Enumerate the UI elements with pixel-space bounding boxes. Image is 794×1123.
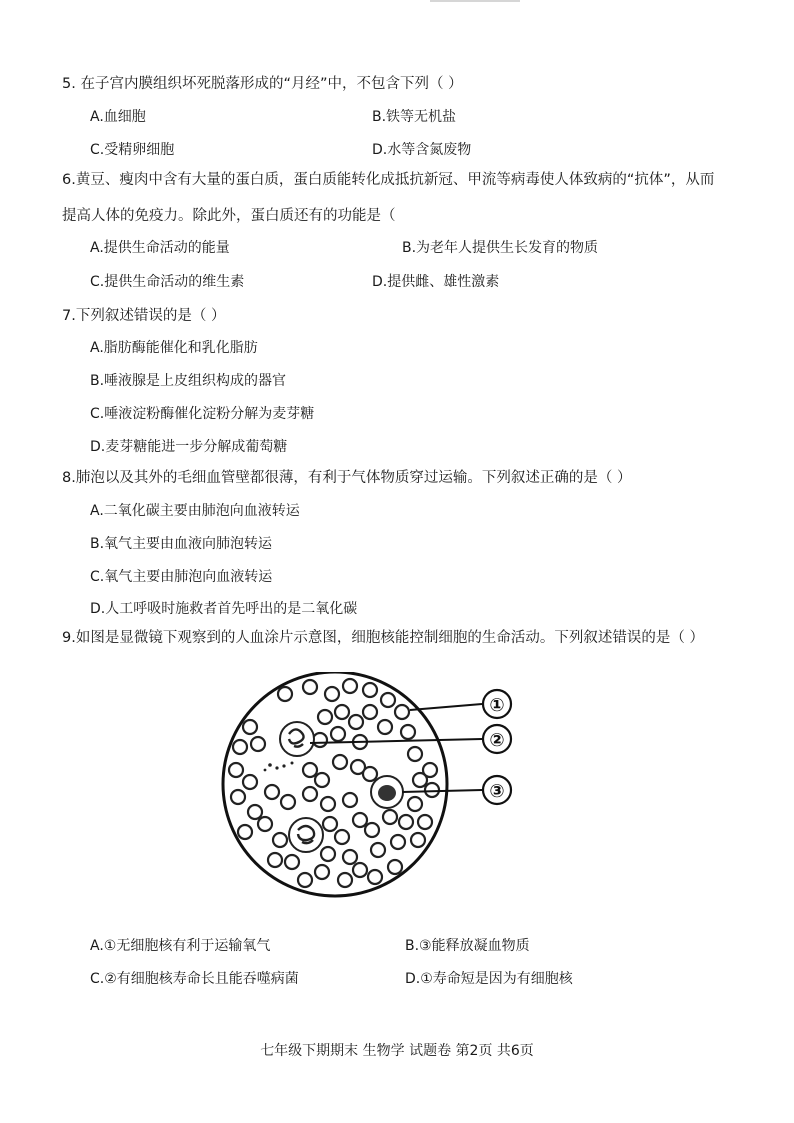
white-blood-cell-top <box>280 722 314 756</box>
red-blood-cell <box>349 715 363 729</box>
label-1-text: ① <box>489 695 505 716</box>
red-blood-cell <box>303 680 317 694</box>
red-blood-cell <box>399 815 413 829</box>
red-blood-cell <box>363 767 377 781</box>
red-blood-cell <box>229 763 243 777</box>
red-blood-cell <box>418 815 432 829</box>
red-blood-cell <box>371 843 385 857</box>
red-blood-cell <box>391 835 405 849</box>
question-5-stem: 5. 在子宫内膜组织坏死脱落形成的“月经”中，不包含下列（ ） <box>62 76 463 92</box>
question-5-option-b: B.铁等无机盐 <box>372 109 457 125</box>
red-blood-cell <box>338 873 352 887</box>
label-3 <box>483 776 511 804</box>
red-blood-cell <box>333 755 347 769</box>
red-blood-cell <box>298 873 312 887</box>
red-blood-cell <box>343 679 357 693</box>
red-blood-cell <box>243 775 257 789</box>
question-7-option-b: B.唾液腺是上皮组织构成的器官 <box>90 373 287 389</box>
red-blood-cell <box>281 795 295 809</box>
red-blood-cell <box>388 860 402 874</box>
red-blood-cell <box>363 705 377 719</box>
red-blood-cell <box>401 725 415 739</box>
question-7-option-c: C.唾液淀粉酶催化淀粉分解为麦芽糖 <box>90 406 315 422</box>
red-blood-cell <box>335 705 349 719</box>
red-blood-cell <box>363 683 377 697</box>
red-blood-cell <box>343 850 357 864</box>
question-8-option-d: D.人工呼吸时施救者首先呼出的是二氧化碳 <box>90 601 358 617</box>
question-6-stem-line2: 提高人体的免疫力。除此外，蛋白质还有的功能是（ <box>62 208 396 224</box>
question-7-stem: 7.下列叙述错误的是（ ） <box>62 308 226 324</box>
red-blood-cell <box>323 817 337 831</box>
question-5-option-a: A.血细胞 <box>90 109 146 125</box>
red-blood-cell <box>278 687 292 701</box>
question-5-option-d: D.水等含氮废物 <box>372 142 472 158</box>
label-1 <box>483 690 511 718</box>
red-blood-cell <box>368 870 382 884</box>
red-blood-cell <box>258 817 272 831</box>
red-blood-cell <box>413 773 427 787</box>
red-blood-cell <box>315 773 329 787</box>
red-blood-cell <box>331 727 345 741</box>
red-blood-cell <box>233 740 247 754</box>
page-footer: 七年级下期期末 生物学 试题卷 第2页 共6页 <box>260 1043 534 1059</box>
question-9-option-a: A.①无细胞核有利于运输氧气 <box>90 938 271 954</box>
red-blood-cell <box>353 813 367 827</box>
question-5-option-c: C.受精卵细胞 <box>90 142 175 158</box>
question-6-option-b: B.为老年人提供生长发育的物质 <box>402 240 599 256</box>
red-blood-cell <box>303 787 317 801</box>
red-blood-cell <box>353 863 367 877</box>
question-8-stem: 8.肺泡以及其外的毛细血管壁都很薄，有利于气体物质穿过运输。下列叙述正确的是（ ） <box>62 470 632 486</box>
blood-smear-diagram <box>210 672 530 902</box>
red-blood-cell <box>325 687 339 701</box>
question-6-option-c: C.提供生命活动的维生素 <box>90 274 245 290</box>
pointer-line-1 <box>410 704 482 710</box>
red-blood-cell <box>408 747 422 761</box>
question-9-stem: 9.如图是显微镜下观察到的人血涂片示意图，细胞核能控制细胞的生命活动。下列叙述错误的是（ ） <box>62 630 704 646</box>
red-blood-cell <box>273 833 287 847</box>
question-9-option-b: B.③能释放凝血物质 <box>405 938 530 954</box>
red-blood-cell <box>248 805 262 819</box>
red-blood-cell <box>315 865 329 879</box>
question-6-option-d: D.提供雌、雄性激素 <box>372 274 500 290</box>
red-blood-cell <box>303 763 317 777</box>
red-blood-cell <box>383 810 397 824</box>
question-9-option-c: C.②有细胞核寿命长且能吞噬病菌 <box>90 971 299 987</box>
red-blood-cell <box>395 705 409 719</box>
red-blood-cell <box>231 790 245 804</box>
red-blood-cell <box>243 720 257 734</box>
question-7-option-d: D.麦芽糖能进一步分解成葡萄糖 <box>90 439 288 455</box>
red-blood-cell <box>268 853 282 867</box>
question-8-option-b: B.氧气主要由血液向肺泡转运 <box>90 536 273 552</box>
red-blood-cell <box>285 855 299 869</box>
red-blood-cell <box>238 825 252 839</box>
question-6-option-a: A.提供生命活动的能量 <box>90 240 230 256</box>
label-2-text: ② <box>489 730 505 751</box>
red-blood-cell <box>381 693 395 707</box>
red-blood-cell <box>321 847 335 861</box>
red-blood-cell <box>265 785 279 799</box>
red-blood-cell <box>313 733 327 747</box>
scan-artifact <box>430 0 520 2</box>
question-6-stem-line1: 6.黄豆、瘦肉中含有大量的蛋白质，蛋白质能转化成抵抗新冠、甲流等病毒使人体致病的“抗体”，从而 <box>62 172 715 188</box>
red-blood-cell <box>335 830 349 844</box>
white-blood-cell-bottom <box>289 818 323 852</box>
red-blood-cell <box>408 797 422 811</box>
question-7-option-a: A.脂肪酶能催化和乳化脂肪 <box>90 340 258 356</box>
red-blood-cell <box>251 737 265 751</box>
red-blood-cell <box>365 823 379 837</box>
question-8-option-a: A.二氧化碳主要由肺泡向血液转运 <box>90 503 300 519</box>
red-blood-cell <box>321 797 335 811</box>
question-9-option-d: D.①寿命短是因为有细胞核 <box>405 971 573 987</box>
question-8-option-c: C.氧气主要由肺泡向血液转运 <box>90 569 273 585</box>
red-blood-cell <box>318 710 332 724</box>
label-2 <box>483 725 511 753</box>
nucleated-cell-3 <box>371 776 403 808</box>
label-3-text: ③ <box>489 781 505 802</box>
red-blood-cell <box>378 720 392 734</box>
red-blood-cell <box>425 783 439 797</box>
red-blood-cell <box>343 793 357 807</box>
red-blood-cell <box>411 833 425 847</box>
